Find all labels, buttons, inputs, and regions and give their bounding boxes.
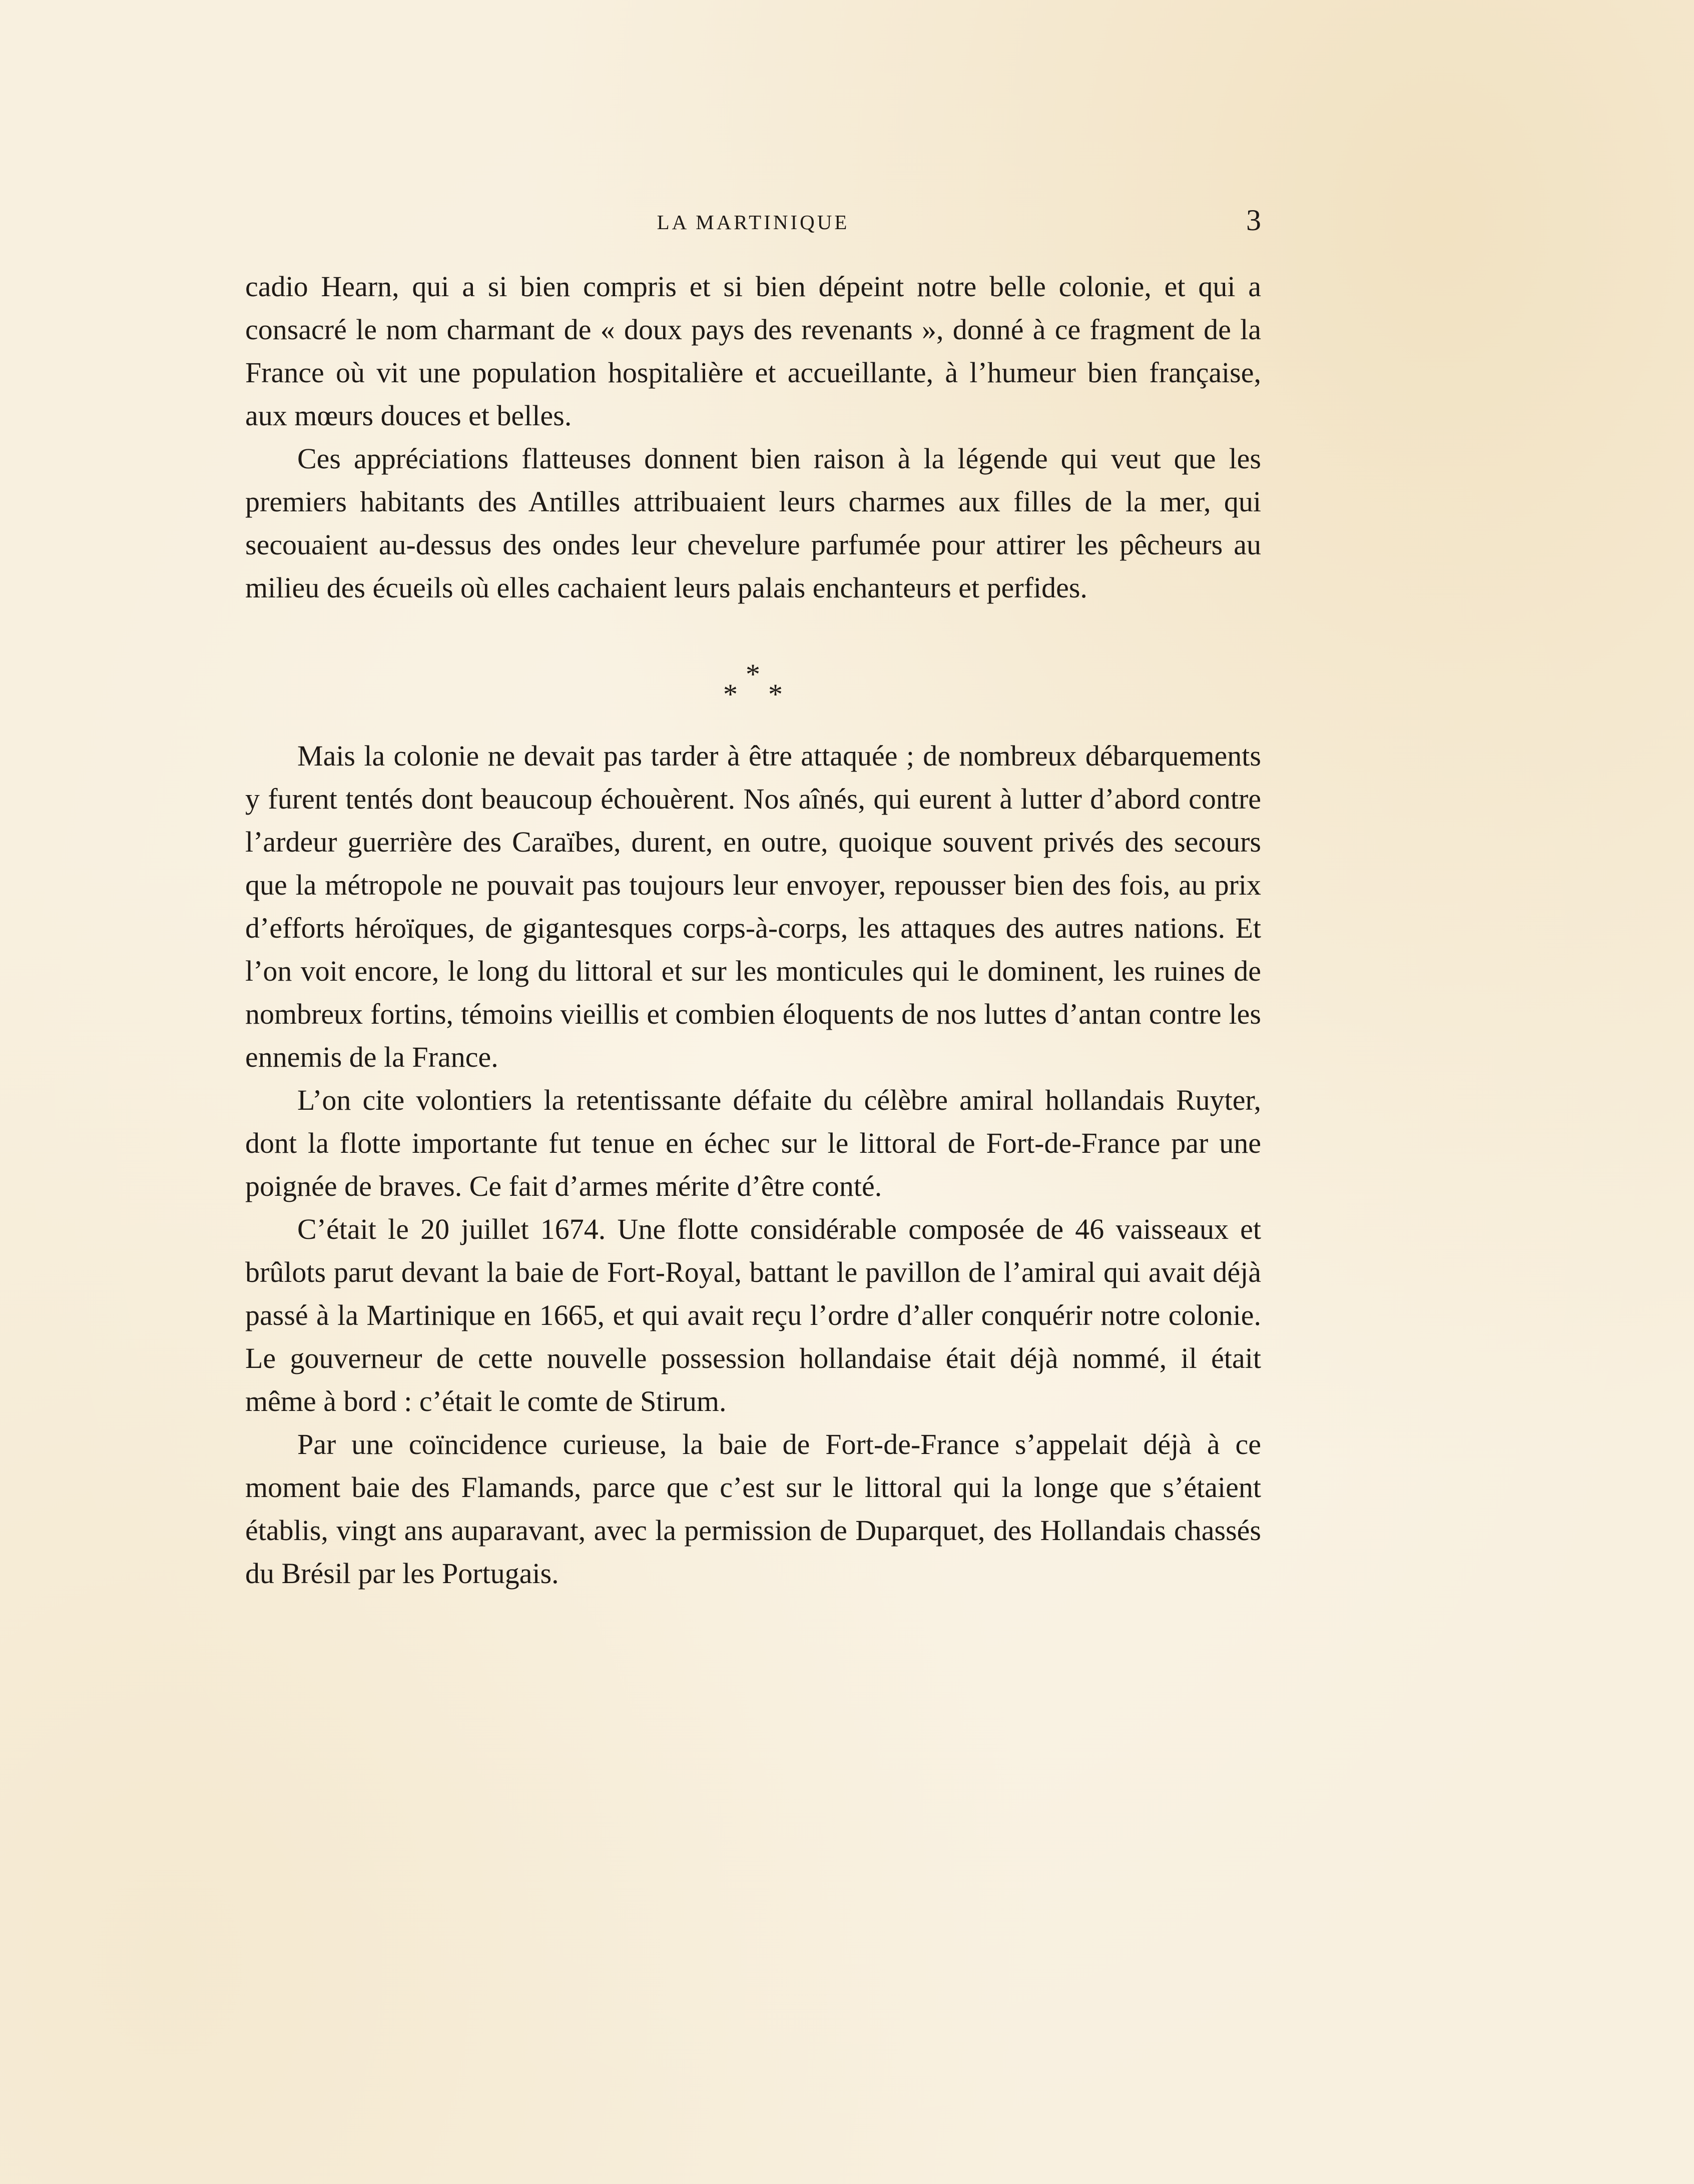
paragraph-4: L’on cite volontiers la retentissante défaite du célèbre amiral hollandais Ruyter, dont la flotte importante fut tenue en échec sur le littoral de Fort-de-France par une poignée de braves. Ce fait d’armes mérite d’être conté.: [245, 1084, 1261, 1202]
asterism-ornament: [245, 609, 1261, 735]
page-number: 3: [1246, 204, 1261, 237]
paragraph-1: cadio Hearn, qui a si bien compris et si bien dépeint notre belle colonie, et qui a consacré le nom charmant de « doux pays des revenants », donné à ce fragment de la France où vit une population hospitalière et accueillante, à l’humeur bien française, aux mœurs douces et belles.: [245, 270, 1261, 432]
asterism-star-left: *: [723, 678, 738, 710]
paragraph-5: C’était le 20 juillet 1674. Une flotte considérable composée de 46 vaisseaux et brûlots parut devant la baie de Fort-Royal, battant le pavillon de l’amiral qui avait déjà passé à la Martinique en 1665, et qui avait reçu l’ordre d’aller conquérir notre colonie. Le gouverneur de cette nouvelle possession hollandaise était déjà nommé, il était même à bord : c’était le comte de Stirum.: [245, 1213, 1261, 1417]
body-text: [245, 265, 1261, 1595]
asterism-star-right: *: [768, 678, 783, 710]
asterism-star-top: *: [746, 658, 760, 690]
paragraph-2: Ces appréciations flatteuses donnent bien raison à la légende qui veut que les premiers habitants des Antilles attribuaient leurs charmes aux filles de la mer, qui secouaient au-dessus des ondes leur chevelure parfumée pour attirer les pêcheurs au milieu des écueils où elles cachaient leurs palais enchanteurs et perfides.: [245, 442, 1261, 604]
running-head: [245, 205, 1261, 245]
paragraph-6: Par une coïncidence curieuse, la baie de Fort-de-France s’appelait déjà à ce moment baie des Flamands, parce que c’est sur le littoral qui la longe que s’étaient établis, vingt ans auparavant, avec la permission de Duparquet, des Hollandais chassés du Brésil par les Portugais.: [245, 1428, 1261, 1590]
running-title: LA MARTINIQUE: [657, 211, 850, 234]
paragraph-3: Mais la colonie ne devait pas tarder à être attaquée ; de nombreux débarquements y furent tentés dont beaucoup échouèrent. Nos aînés, qui eurent à lutter d’abord contre l’ardeur guerrière des Caraïbes, durent, en outre, quoique souvent privés des secours que la métropole ne pouvait pas toujours leur envoyer, repousser bien des fois, au prix d’efforts héroïques, de gigantesques corps-à-corps, les attaques des autres nations. Et l’on voit encore, le long du littoral et sur les monticules qui le dominent, les ruines de nombreux fortins, témoins vieillis et combien éloquents de nos luttes d’antan contre les ennemis de la France.: [245, 740, 1261, 1073]
